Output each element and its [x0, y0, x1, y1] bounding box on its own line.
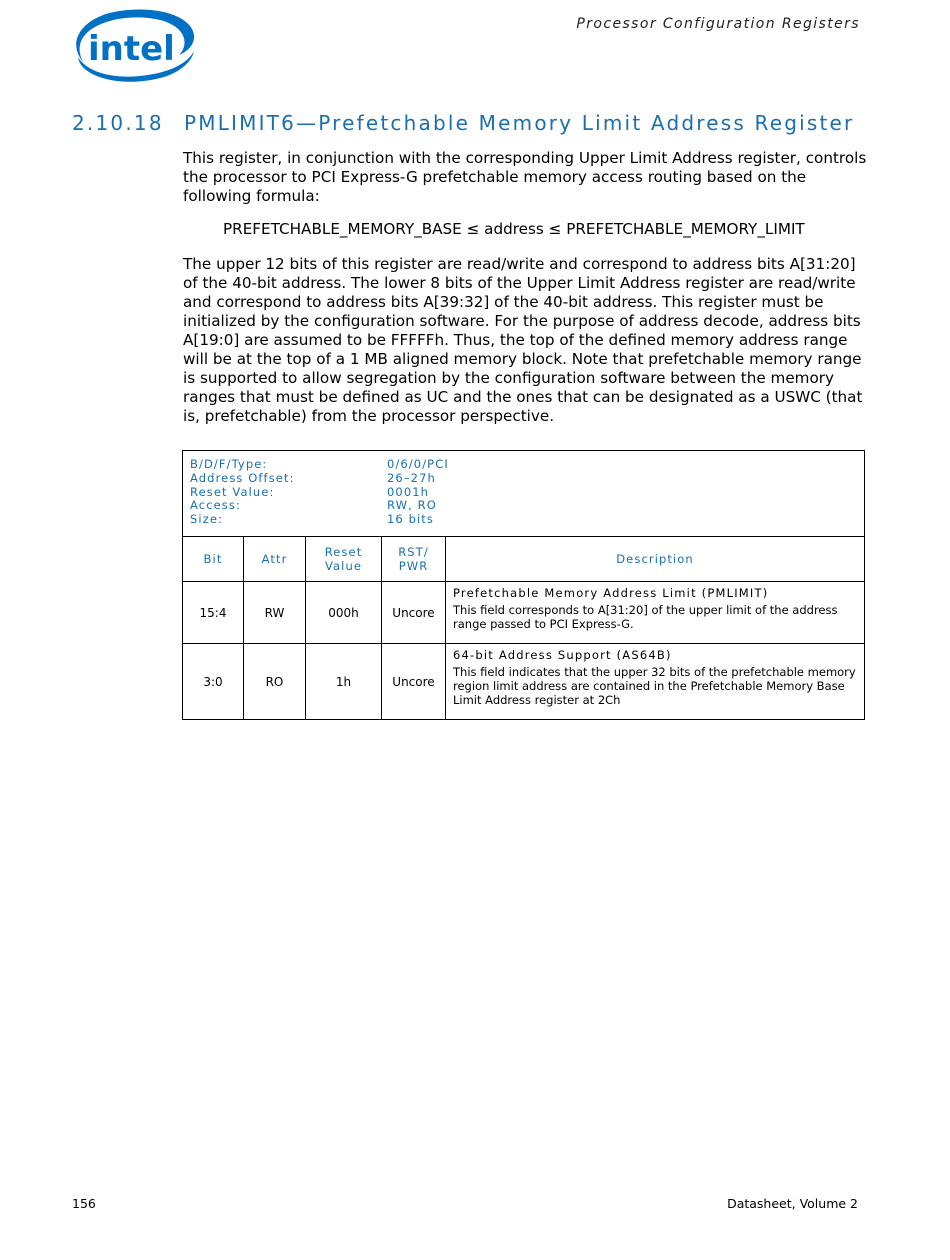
col-header-bit: Bit [183, 537, 244, 582]
field-name: 64-bit Address Support (AS64B) [453, 648, 672, 662]
col-header-attr: Attr [244, 537, 306, 582]
prop-reset-value [190, 486, 864, 500]
col-header-reset-line1: Reset [324, 545, 363, 559]
register-properties [183, 451, 865, 537]
col-header-rst-line2: PWR [398, 559, 429, 573]
page-number: 156 [72, 1196, 96, 1211]
cell-reset: 000h [306, 582, 382, 644]
details-paragraph: The upper 12 bits of this register are read/write and correspond to address bits A[31:20] of the 40-bit address. The lower 8 bits of the Upper Limit Address register are read/write and correspond to address bits A[39:32] of the 40-bit address. This register must be initialized by the configuration software. For the purpose of address decode, address bits A[19:0] are assumed to be FFFFFh. Thus, the top of the defined memory address range will be at the top of a 1 MB aligned memory block. Note that prefetchable memory range is supported to allow segregation by the configuration software between the memory ranges that must be defined as UC and the ones that can be designated as a USWC (that is, prefetchable) from the processor perspective. [183, 255, 863, 425]
prop-bdf [190, 458, 864, 472]
prop-value: 0/6/0/PCI [387, 457, 449, 471]
prop-label: Reset Value: [190, 484, 275, 499]
prop-value: 26–27h [387, 470, 436, 485]
col-header-rst-pwr [382, 537, 446, 582]
section-heading [72, 111, 854, 135]
col-header-description: Description [446, 537, 865, 582]
col-header-reset-line2: Value [324, 559, 363, 573]
cell-attr: RO [244, 644, 306, 720]
section-number: 2.10.18 [72, 111, 164, 135]
prop-size [190, 513, 864, 527]
prop-address-offset [190, 472, 864, 486]
cell-description [446, 582, 865, 644]
table-row [183, 644, 865, 720]
prop-label: Address Offset: [190, 470, 295, 485]
cell-rst: Uncore [382, 582, 446, 644]
prop-value: RW, RO [387, 498, 437, 513]
logo-wordmark: intel [88, 29, 175, 69]
prop-value: 16 bits [387, 512, 434, 527]
cell-bit: 15:4 [183, 582, 244, 644]
cell-description [446, 644, 865, 720]
cell-rst: Uncore [382, 644, 446, 720]
register-table [182, 450, 865, 720]
prop-label: Access: [190, 498, 241, 513]
col-header-reset-value [306, 537, 382, 582]
running-header: Processor Configuration Registers [576, 16, 860, 32]
prop-value: 0001h [387, 484, 430, 499]
table-row [183, 582, 865, 644]
section-title: PMLIMIT6—Prefetchable Memory Limit Address Register [184, 111, 855, 135]
cell-reset: 1h [306, 644, 382, 720]
col-header-rst-line1: RST/ [398, 545, 429, 559]
cell-bit: 3:0 [183, 644, 244, 720]
document-title: Datasheet, Volume 2 [727, 1196, 858, 1211]
intro-paragraph: This register, in conjunction with the corresponding Upper Limit Address register, controls the processor to PCI Express-G prefetchable memory access routing based on the following formula: [183, 149, 867, 205]
table-header-row [183, 537, 865, 582]
formula: PREFETCHABLE_MEMORY_BASE ≤ address ≤ PREFETCHABLE_MEMORY_LIMIT [223, 220, 805, 238]
prop-access [190, 499, 864, 513]
field-description: This field indicates that the upper 32 bits of the prefetchable memory region limit address are contained in the Prefetchable Memory Base Limit Address register at 2Ch [453, 665, 856, 707]
cell-attr: RW [244, 582, 306, 644]
field-name: Prefetchable Memory Address Limit (PMLIMIT) [453, 586, 769, 600]
intel-logo [70, 5, 198, 87]
prop-label: Size: [190, 512, 223, 527]
prop-label: B/D/F/Type: [190, 457, 268, 471]
field-description: This field corresponds to A[31:20] of the upper limit of the address range passed to PCI Express-G. [453, 603, 838, 631]
